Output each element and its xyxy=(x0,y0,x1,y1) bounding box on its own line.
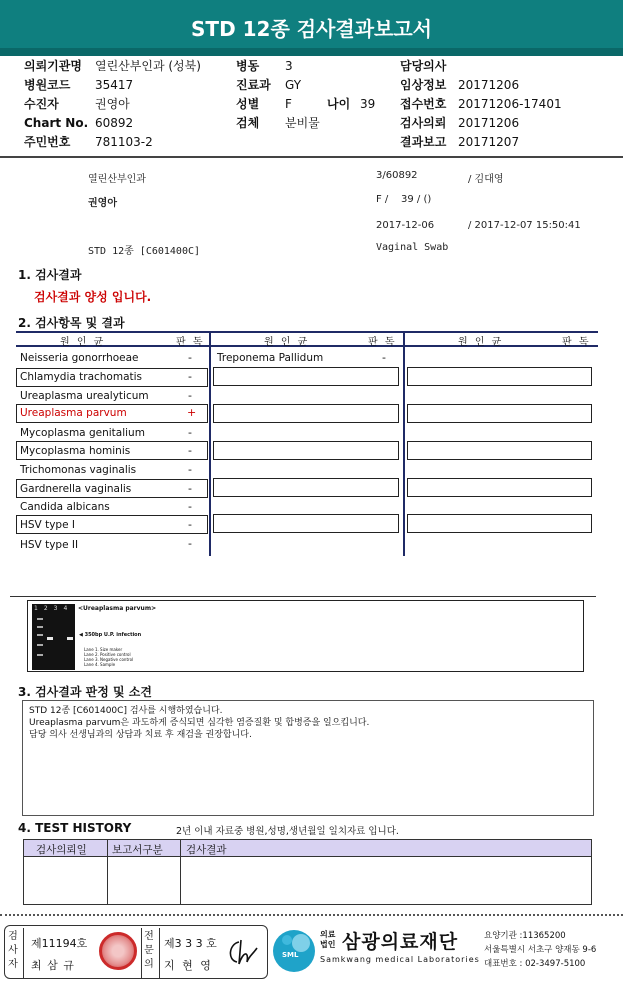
organism-name: Mycoplasma genitalium xyxy=(20,427,145,439)
history-header-date: 검사의뢰일 xyxy=(36,844,87,856)
report-title: STD 12종 검사결과보고서 xyxy=(0,0,623,56)
organism-result: - xyxy=(188,389,192,402)
info-row: 검체 분비물 xyxy=(236,116,320,130)
corp-small-label: 의료 법인 xyxy=(320,930,336,949)
summary-date-report: / 2017-12-07 15:50:41 xyxy=(468,220,581,231)
summary-date-request: 2017-12-06 xyxy=(376,220,435,231)
info-row: 수진자 권영아 xyxy=(24,97,130,111)
reviewer-number: 제3 3 3 호 xyxy=(164,937,217,950)
inspector-label: 검사자 xyxy=(8,931,18,970)
info-row: 병원코드 35417 xyxy=(24,78,134,92)
organism-name-positive: Ureaplasma parvum xyxy=(20,407,127,419)
organism-result: - xyxy=(188,426,192,439)
inspector-number: 제11194호 xyxy=(31,937,88,950)
empty-row-box xyxy=(213,367,399,386)
header-result: 판 독 xyxy=(176,337,205,348)
table-col-divider xyxy=(209,331,211,556)
organism-result: - xyxy=(188,351,192,364)
history-header-result: 검사결과 xyxy=(186,844,227,856)
organism-name: Treponema Pallidum xyxy=(217,352,324,364)
organism-name: Gardnerella vaginalis xyxy=(20,483,132,495)
sig-divider xyxy=(23,928,24,978)
address: 서울특별시 서초구 양재동 9-6 xyxy=(484,945,597,955)
info-left xyxy=(24,57,201,152)
info-divider xyxy=(0,156,623,158)
gel-divider xyxy=(10,596,596,597)
organism-name: Candida albicans xyxy=(20,501,110,513)
info-row: 병동 3 xyxy=(236,59,293,73)
corp-name: 삼광의료재단 xyxy=(342,931,459,953)
empty-row-box xyxy=(213,441,399,460)
organism-name: Trichomonas vaginalis xyxy=(20,464,137,476)
info-row: 성별 F 나이 39 xyxy=(236,97,376,111)
section-2-title: 2. 검사항목 및 결과 xyxy=(18,316,125,330)
header-result: 판 독 xyxy=(562,337,591,348)
info-row: 주민번호 781103-2 xyxy=(24,135,153,149)
inspector-name: 최 삼 규 xyxy=(31,959,75,972)
history-note: 2년 이내 자료중 병원,성명,생년월일 일치자료 입니다. xyxy=(176,826,399,837)
history-col-divider xyxy=(107,840,108,904)
organism-result: - xyxy=(188,444,192,457)
organism-name: Chlamydia trachomatis xyxy=(20,371,143,383)
summary-test: STD 12종 [C601400C] xyxy=(88,246,201,257)
organism-result: - xyxy=(188,463,192,476)
empty-row-box xyxy=(407,367,592,386)
empty-row-box xyxy=(213,478,399,497)
section-3-title: 3. 검사결과 판정 및 소견 xyxy=(18,685,152,699)
gel-band xyxy=(37,634,43,636)
organism-name: Neisseria gonorrhoeae xyxy=(20,352,139,364)
logo-abbr: SML xyxy=(282,951,299,959)
gel-band xyxy=(37,618,43,620)
header-organism: 원 인 균 xyxy=(264,337,310,348)
summary-patient: 권영아 xyxy=(88,198,117,209)
empty-row-box xyxy=(407,441,592,460)
signature-box xyxy=(4,925,268,979)
handwritten-signature-icon xyxy=(225,936,261,968)
header-organism: 원 인 균 xyxy=(60,337,106,348)
result-summary: 검사결과 양성 입니다. xyxy=(34,290,152,304)
comment-box xyxy=(22,700,594,816)
organism-result: - xyxy=(382,351,386,364)
gel-band xyxy=(37,626,43,628)
header-bar xyxy=(0,48,623,56)
info-row: 진료과 GY xyxy=(236,78,302,92)
seal-stamp-icon xyxy=(99,932,137,970)
comment-line: STD 12종 [C601400C] 검사를 시행하였습니다. xyxy=(29,706,223,716)
section-4-title: 4. TEST HISTORY xyxy=(18,821,132,835)
gel-legend: Lane 1. Size maker Lane 2. Positive control Lane 3. Negative control Lane 4. Sample xyxy=(84,647,134,667)
comment-line: 담당 의사 선생님과의 상담과 치료 후 재검을 권장합니다. xyxy=(29,730,252,740)
organism-result-positive: + xyxy=(187,406,197,419)
gel-band xyxy=(37,644,43,646)
organism-name: Mycoplasma hominis xyxy=(20,445,131,457)
summary-hospital: 열린산부인과 xyxy=(88,174,146,185)
organism-result: - xyxy=(188,518,192,531)
sig-divider xyxy=(141,928,142,978)
organism-result: - xyxy=(188,500,192,513)
summary-sex-age: F / 39 / () xyxy=(376,194,432,205)
header-result: 판 독 xyxy=(368,337,397,348)
info-mid xyxy=(236,57,375,133)
sig-divider xyxy=(159,928,160,978)
info-row: 의뢰기관명 열린산부인과 (성북) xyxy=(24,59,201,73)
footer-divider xyxy=(0,914,623,916)
summary-ward-chart: 3/60892 xyxy=(376,170,418,181)
table-col-divider xyxy=(403,331,405,556)
gel-photo xyxy=(32,604,75,670)
section-1-title: 1. 검사결과 xyxy=(18,268,82,282)
gel-band xyxy=(67,637,73,640)
organism-result: - xyxy=(188,370,192,383)
organism-name: HSV type I xyxy=(20,519,75,531)
summary-specimen: Vaginal Swab xyxy=(376,242,449,253)
history-header xyxy=(24,840,591,857)
empty-row-box xyxy=(407,404,592,423)
empty-row-box xyxy=(213,514,399,533)
reviewer-label: 전문의 xyxy=(144,931,154,970)
gel-lane-numbers: 1234 xyxy=(34,605,74,612)
history-header-type: 보고서구분 xyxy=(112,844,163,856)
gel-band xyxy=(47,637,53,640)
empty-row-box xyxy=(213,404,399,423)
summary-doctor: / 김대영 xyxy=(468,174,504,185)
empty-row-box xyxy=(407,514,592,533)
gel-image-frame xyxy=(27,600,584,672)
gel-title: <Ureaplasma parvum> xyxy=(78,605,157,612)
info-row: 결과보고 20171207 xyxy=(400,135,520,149)
corp-name-en: Samkwang medical Laboratories xyxy=(320,955,480,964)
institution-code: 요양기관 :11365200 xyxy=(484,931,566,941)
history-table xyxy=(23,839,592,905)
info-right xyxy=(400,57,562,152)
info-row: 담당의사 xyxy=(400,59,447,73)
phone: 대표번호 : 02-3497-5100 xyxy=(484,959,586,969)
organism-name: Ureaplasma urealyticum xyxy=(20,390,149,402)
history-col-divider xyxy=(180,840,181,904)
gel-band-label: ◀ 350bp U.P. infection xyxy=(79,632,142,638)
comment-line: Ureaplasma parvum은 과도하게 증식되면 심각한 염증질환 및 합병증을 일으킵니다. xyxy=(29,718,370,728)
organism-result: - xyxy=(188,482,192,495)
info-row: 접수번호 20171206-17401 xyxy=(400,97,562,111)
empty-row-box xyxy=(407,478,592,497)
header-organism: 원 인 균 xyxy=(458,337,504,348)
info-row: 검사의뢰 20171206 xyxy=(400,116,520,130)
info-row: 임상정보 20171206 xyxy=(400,78,520,92)
organism-name: HSV type II xyxy=(20,539,79,551)
reviewer-name: 지 현 영 xyxy=(164,959,213,972)
organism-result: - xyxy=(188,537,192,550)
gel-band xyxy=(37,654,43,656)
info-row: Chart No. 60892 xyxy=(24,116,134,130)
